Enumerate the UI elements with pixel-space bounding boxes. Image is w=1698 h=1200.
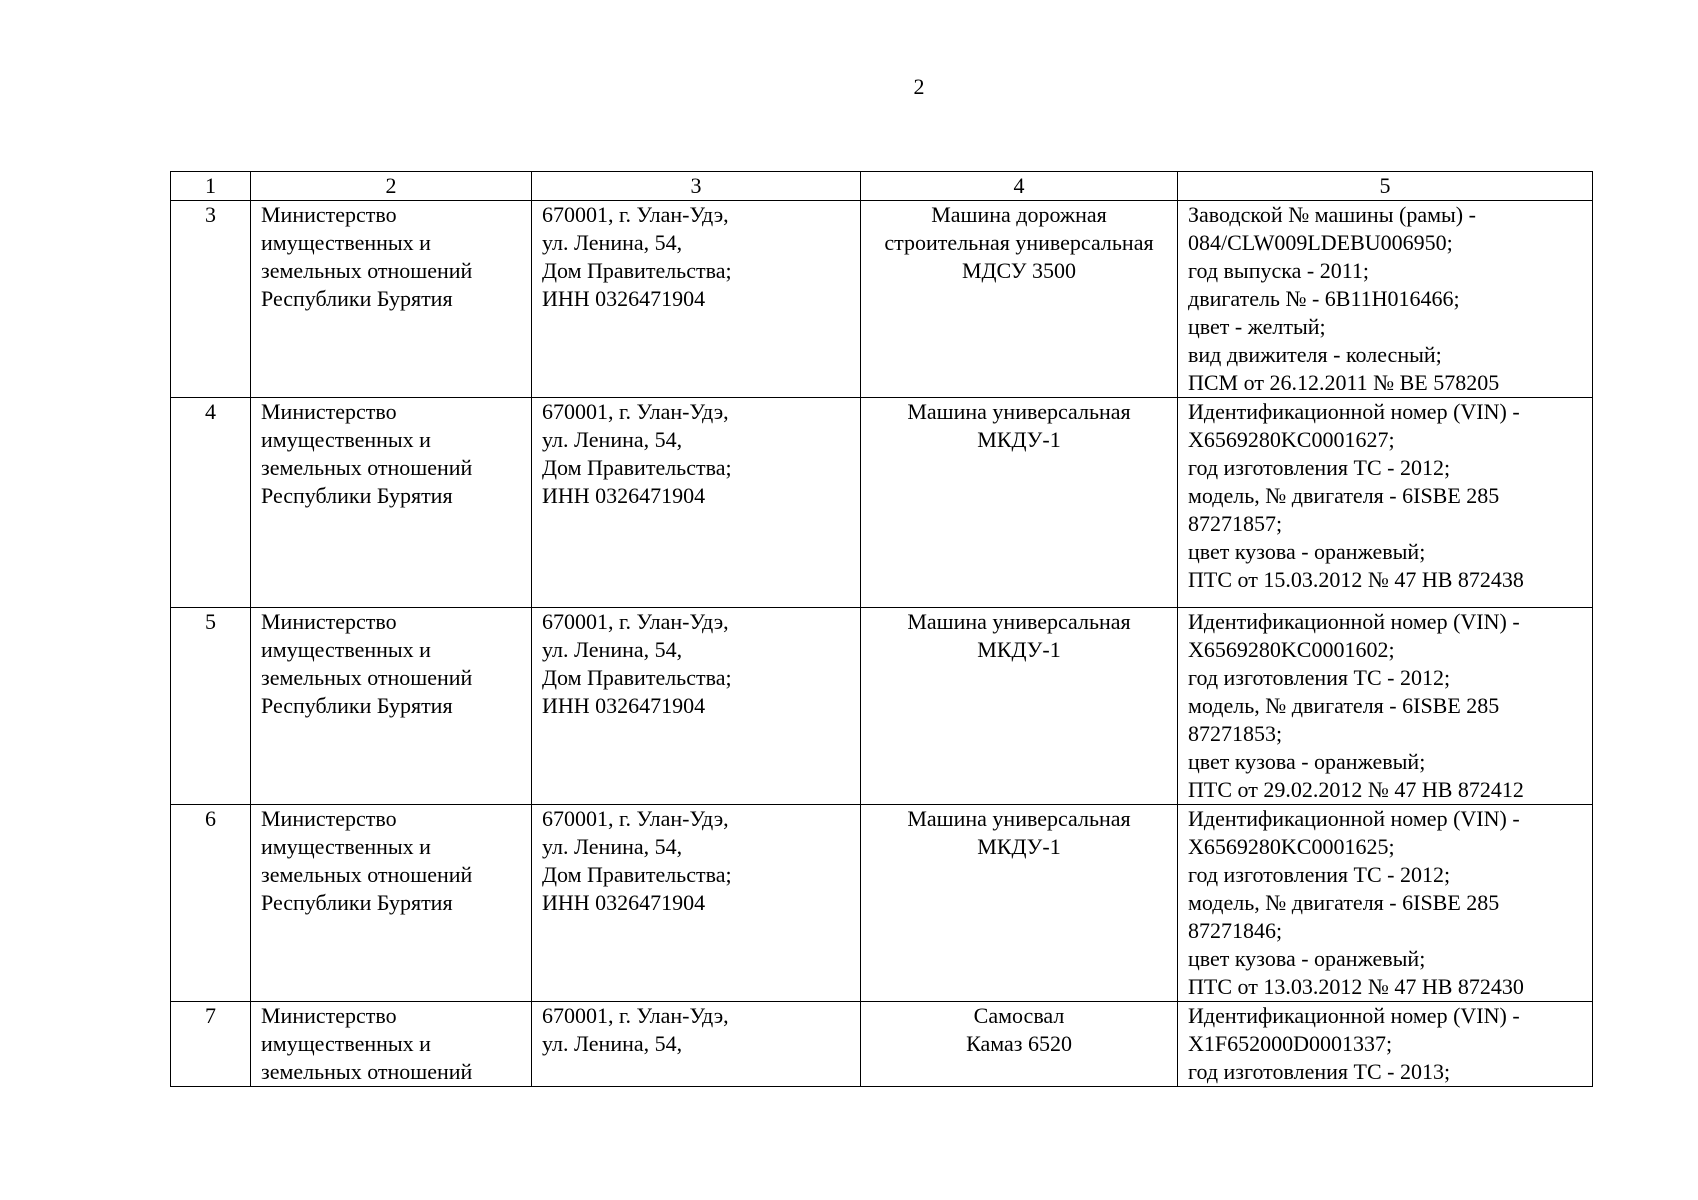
details-line: двигатель № - 6В11Н016466; (1188, 286, 1460, 311)
details-line: 87271853; (1188, 721, 1283, 746)
row-number: 5 (171, 608, 251, 805)
details-line: ПСМ от 26.12.2011 № ВЕ 578205 (1188, 370, 1500, 395)
address-line: ИНН 0326471904 (542, 693, 706, 718)
row-number: 4 (171, 398, 251, 608)
address-line: Дом Правительства; (542, 455, 732, 480)
details-cell (1178, 1002, 1593, 1087)
details-line: цвет - желтый; (1188, 314, 1326, 339)
address-line: ИНН 0326471904 (542, 890, 706, 915)
address-cell (532, 805, 861, 1002)
address-line: ИНН 0326471904 (542, 483, 706, 508)
model-line: МДСУ 3500 (961, 258, 1077, 283)
column-number: 4 (861, 172, 1178, 201)
model-line: МКДУ-1 (977, 834, 1061, 859)
details-line: год изготовления ТС - 2012; (1188, 862, 1451, 887)
owner-line: Министерство (261, 609, 397, 634)
model-cell (861, 1002, 1178, 1087)
address-line: 670001, г. Улан-Удэ, (542, 399, 729, 424)
owner-line: Республики Бурятия (261, 286, 453, 311)
owner-cell (251, 805, 532, 1002)
address-cell (532, 398, 861, 608)
details-line: модель, № двигателя - 6ISBE 285 (1188, 483, 1500, 508)
details-line: год изготовления ТС - 2012; (1188, 455, 1451, 480)
address-line: 670001, г. Улан-Удэ, (542, 609, 729, 634)
owner-line: Министерство (261, 202, 397, 227)
column-number: 5 (1178, 172, 1593, 201)
owner-line: земельных отношений (261, 862, 473, 887)
details-cell (1178, 805, 1593, 1002)
owner-line: земельных отношений (261, 1059, 473, 1084)
owner-line: имущественных и (261, 637, 431, 662)
owner-cell (251, 398, 532, 608)
column-number: 1 (171, 172, 251, 201)
table-row (171, 1002, 1593, 1087)
details-line: цвет кузова - оранжевый; (1188, 539, 1426, 564)
owner-cell (251, 201, 532, 398)
details-line: X6569280KC0001625; (1188, 834, 1395, 859)
table-row (171, 805, 1593, 1002)
column-number: 3 (532, 172, 861, 201)
vehicle-registry-table (170, 171, 1593, 1087)
owner-line: Республики Бурятия (261, 483, 453, 508)
details-line: вид движителя - колесный; (1188, 342, 1442, 367)
details-line: ПТС от 29.02.2012 № 47 НВ 872412 (1188, 777, 1524, 802)
details-cell (1178, 608, 1593, 805)
details-line: Идентификационной номер (VIN) - (1188, 399, 1520, 424)
address-line: 670001, г. Улан-Удэ, (542, 1003, 729, 1028)
details-line: 87271857; (1188, 511, 1283, 536)
address-line: 670001, г. Улан-Удэ, (542, 202, 729, 227)
row-number: 7 (171, 1002, 251, 1087)
address-line: ул. Ленина, 54, (542, 230, 683, 255)
address-line: ул. Ленина, 54, (542, 637, 683, 662)
details-cell (1178, 201, 1593, 398)
table-row (171, 398, 1593, 608)
owner-line: земельных отношений (261, 665, 473, 690)
owner-line: Республики Бурятия (261, 693, 453, 718)
details-line: модель, № двигателя - 6ISBE 285 (1188, 693, 1500, 718)
owner-line: Министерство (261, 1003, 397, 1028)
owner-line: земельных отношений (261, 258, 473, 283)
address-line: ул. Ленина, 54, (542, 834, 683, 859)
details-line: 87271846; (1188, 918, 1283, 943)
owner-line: земельных отношений (261, 455, 473, 480)
model-line: Самосвал (973, 1003, 1065, 1028)
owner-line: имущественных и (261, 1031, 431, 1056)
row-number: 6 (171, 805, 251, 1002)
details-line: ПТС от 13.03.2012 № 47 НВ 872430 (1188, 974, 1524, 999)
details-line: Идентификационной номер (VIN) - (1188, 1003, 1520, 1028)
address-cell (532, 201, 861, 398)
model-line: Камаз 6520 (966, 1031, 1072, 1056)
address-line: 670001, г. Улан-Удэ, (542, 806, 729, 831)
details-line: X1F652000D0001337; (1188, 1031, 1393, 1056)
page-number: 2 (913, 74, 925, 99)
model-line: Машина универсальная (907, 806, 1131, 831)
address-line: Дом Правительства; (542, 862, 732, 887)
table-row (171, 201, 1593, 398)
model-line: Машина дорожная (931, 202, 1107, 227)
details-line: год изготовления ТС - 2012; (1188, 665, 1451, 690)
details-line: год изготовления ТС - 2013; (1188, 1059, 1451, 1084)
address-line: ул. Ленина, 54, (542, 427, 683, 452)
address-line: Дом Правительства; (542, 665, 732, 690)
model-line: строительная универсальная (884, 230, 1154, 255)
details-cell (1178, 398, 1593, 608)
owner-cell (251, 608, 532, 805)
address-line: ул. Ленина, 54, (542, 1031, 683, 1056)
model-line: МКДУ-1 (977, 427, 1061, 452)
model-cell (861, 805, 1178, 1002)
owner-line: Министерство (261, 806, 397, 831)
details-line: цвет кузова - оранжевый; (1188, 946, 1426, 971)
details-line: модель, № двигателя - 6ISBE 285 (1188, 890, 1500, 915)
address-cell (532, 608, 861, 805)
details-line: Идентификационной номер (VIN) - (1188, 806, 1520, 831)
column-number-row (171, 172, 1593, 201)
details-line: ПТС от 15.03.2012 № 47 НВ 872438 (1188, 567, 1524, 592)
address-cell (532, 1002, 861, 1087)
details-line: 084/CLW009LDEBU006950; (1188, 230, 1453, 255)
owner-line: имущественных и (261, 230, 431, 255)
model-line: Машина универсальная (907, 399, 1131, 424)
details-line: цвет кузова - оранжевый; (1188, 749, 1426, 774)
address-line: Дом Правительства; (542, 258, 732, 283)
model-cell (861, 201, 1178, 398)
model-cell (861, 398, 1178, 608)
table-row (171, 608, 1593, 805)
owner-line: имущественных и (261, 427, 431, 452)
column-number: 2 (251, 172, 532, 201)
address-line: ИНН 0326471904 (542, 286, 706, 311)
details-line: X6569280KC0001627; (1188, 427, 1395, 452)
details-line: Заводской № машины (рамы) - (1188, 202, 1476, 227)
owner-line: имущественных и (261, 834, 431, 859)
owner-cell (251, 1002, 532, 1087)
owner-line: Республики Бурятия (261, 890, 453, 915)
details-line: год выпуска - 2011; (1188, 258, 1369, 283)
details-line: Идентификационной номер (VIN) - (1188, 609, 1520, 634)
model-line: Машина универсальная (907, 609, 1131, 634)
model-line: МКДУ-1 (977, 637, 1061, 662)
owner-line: Министерство (261, 399, 397, 424)
row-number: 3 (171, 201, 251, 398)
details-line: X6569280KC0001602; (1188, 637, 1395, 662)
model-cell (861, 608, 1178, 805)
